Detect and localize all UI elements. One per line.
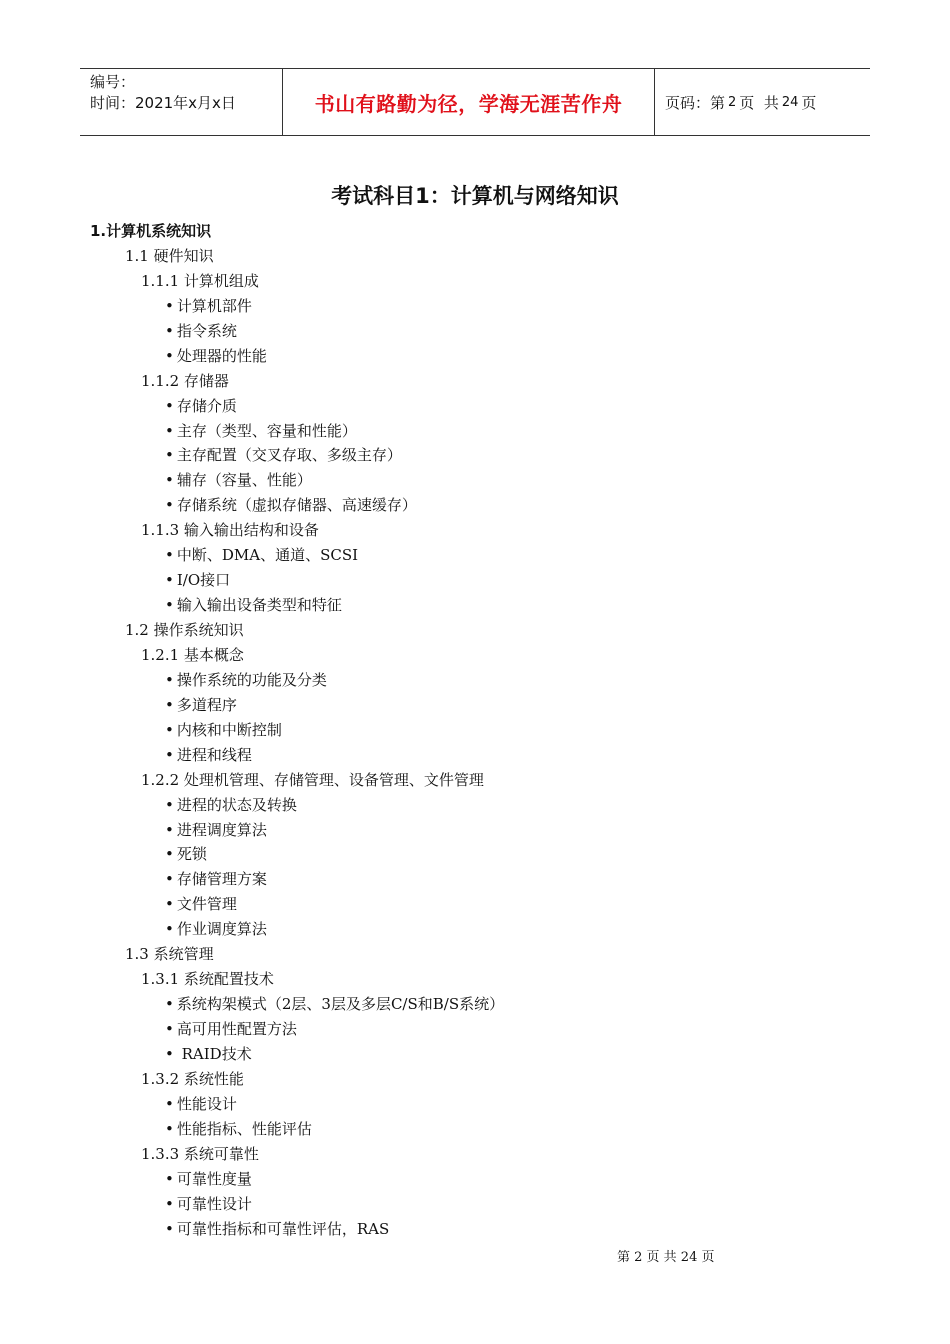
outline-bullet-item <box>0 793 950 818</box>
outline-heading <box>0 244 950 269</box>
outline-text: 1.3.2 系统性能 <box>141 1069 244 1088</box>
bullet-icon: • <box>165 571 174 590</box>
bullet-icon: • <box>165 396 174 415</box>
outline-bullet-item <box>0 992 950 1017</box>
outline-text: 可靠性度量 <box>176 1169 252 1188</box>
outline-bullet-item <box>0 1192 950 1217</box>
outline-text: 指令系统 <box>176 321 237 340</box>
outline-heading <box>0 942 950 967</box>
outline-text: 处理器的性能 <box>176 346 267 365</box>
bullet-icon: • <box>165 920 174 939</box>
page-header <box>80 68 870 136</box>
bullet-icon: • <box>165 720 174 739</box>
outline-text: 1.2 操作系统知识 <box>125 621 244 639</box>
bullet-icon: • <box>165 745 174 764</box>
outline-text: 辅存（容量、性能） <box>176 471 312 490</box>
outline-heading <box>0 967 950 992</box>
bullet-icon: • <box>165 1169 174 1188</box>
outline-heading <box>0 219 950 244</box>
outline-text: 性能指标、性能评估 <box>176 1119 312 1138</box>
page-footer: 第 2 页 共 24 页 <box>617 1250 715 1265</box>
outline-text: 进程的状态及转换 <box>176 795 297 814</box>
outline-bullet-item <box>0 668 950 693</box>
outline-bullet-item <box>0 568 950 593</box>
outline-bullet-item <box>0 842 950 867</box>
outline-text: 1.计算机系统知识 <box>90 222 212 240</box>
bullet-icon: • <box>165 1219 174 1238</box>
outline-text: 内核和中断控制 <box>176 720 282 739</box>
outline-text: 中断、DMA、通道、SCSI <box>176 546 359 565</box>
outline-heading <box>0 768 950 793</box>
outline-bullet-item <box>0 1017 950 1042</box>
outline-text: 可靠性指标和可靠性评估，RAS <box>176 1219 390 1238</box>
time-label: 时间：2021年x月x日 <box>90 94 236 112</box>
outline-bullet-item <box>0 543 950 568</box>
outline-heading <box>0 269 950 294</box>
outline-text: 系统构架模式（2层、3层及多层C/S和B/S系统） <box>176 995 505 1014</box>
outline-bullet-item <box>0 468 950 493</box>
outline-text: I/O接口 <box>176 571 231 590</box>
outline-text: 多道程序 <box>176 695 237 714</box>
bullet-icon: • <box>165 995 174 1014</box>
bullet-icon: • <box>165 446 174 465</box>
outline-bullet-item <box>0 818 950 843</box>
outline-text: 性能设计 <box>176 1094 237 1113</box>
outline-bullet-item <box>0 294 950 319</box>
bullet-icon: • <box>165 471 174 490</box>
outline-bullet-item <box>0 718 950 743</box>
outline-text: 操作系统的功能及分类 <box>176 670 327 689</box>
bullet-icon: • <box>165 820 174 839</box>
outline-bullet-item <box>0 743 950 768</box>
header-motto: 书山有路勤为径，学海无涯苦作舟 <box>314 91 623 116</box>
outline-text: 作业调度算法 <box>176 920 267 939</box>
outline-bullet-item <box>0 917 950 942</box>
outline-bullet-item <box>0 394 950 419</box>
outline-text: 文件管理 <box>176 895 237 914</box>
outline-heading <box>0 1067 950 1092</box>
bullet-icon: • <box>165 296 174 315</box>
bullet-icon: • <box>165 870 174 889</box>
outline-text: 进程和线程 <box>176 745 252 764</box>
outline-text: 存储系统（虚拟存储器、高速缓存） <box>176 496 417 515</box>
outline-heading <box>0 518 950 543</box>
outline-bullet-item <box>0 344 950 369</box>
outline-bullet-item <box>0 493 950 518</box>
bullet-icon: • <box>165 670 174 689</box>
page-title: 考试科目1：计算机与网络知识 <box>331 184 619 208</box>
outline-text: 1.3.3 系统可靠性 <box>141 1144 259 1163</box>
page-prefix: 页码：第 <box>665 93 726 112</box>
page-total: 24 <box>781 94 799 110</box>
outline-text: 1.1 硬件知识 <box>125 246 214 265</box>
outline-text: 1.3 系统管理 <box>125 945 214 964</box>
outline-bullet-item <box>0 419 950 444</box>
outline-text: 计算机部件 <box>176 296 252 315</box>
bullet-icon: • <box>165 421 174 440</box>
outline-text: 1.1.2 存储器 <box>141 371 229 390</box>
bullet-icon: • <box>165 1020 174 1038</box>
outline-bullet-item <box>0 443 950 468</box>
outline-bullet-item <box>0 1217 950 1242</box>
header-meta <box>80 69 282 135</box>
bullet-icon: • <box>165 596 174 615</box>
outline-text: 1.1.1 计算机组成 <box>141 271 259 290</box>
outline-bullet-item <box>0 1117 950 1142</box>
outline-bullet-item <box>0 1167 950 1192</box>
outline-text: 存储介质 <box>176 396 237 415</box>
bullet-icon: • <box>165 1044 174 1063</box>
bullet-icon: • <box>165 845 174 864</box>
bullet-icon: • <box>165 321 174 340</box>
bullet-icon: • <box>165 1094 174 1113</box>
outline-heading <box>0 643 950 668</box>
bullet-icon: • <box>165 1194 174 1213</box>
outline-bullet-item <box>0 593 950 618</box>
outline-text: 输入输出设备类型和特征 <box>176 596 342 615</box>
outline-bullet-item <box>0 693 950 718</box>
outline-bullet-item <box>0 1092 950 1117</box>
outline-text: 主存（类型、容量和性能） <box>176 421 357 440</box>
bullet-icon: • <box>165 346 174 365</box>
bullet-icon: • <box>165 496 174 515</box>
page-mid: 页 共 <box>739 93 779 112</box>
outline-bullet-item <box>0 867 950 892</box>
outline-text: 1.2.2 处理机管理、存储管理、设备管理、文件管理 <box>141 770 484 789</box>
header-page-info <box>655 69 870 135</box>
outline-text: 进程调度算法 <box>176 820 267 839</box>
outline-bullet-item <box>0 319 950 344</box>
page-suffix: 页 <box>801 93 817 112</box>
outline-heading <box>0 618 950 643</box>
syllabus-outline <box>0 219 950 1241</box>
outline-text: RAID技术 <box>176 1044 252 1063</box>
outline-text: 1.3.1 系统配置技术 <box>141 970 274 989</box>
outline-heading <box>0 369 950 394</box>
bullet-icon: • <box>165 895 174 914</box>
outline-bullet-item <box>0 892 950 917</box>
outline-bullet-item <box>0 1042 950 1067</box>
page-current: 2 <box>728 94 737 110</box>
bullet-icon: • <box>165 795 174 814</box>
outline-text: 1.2.1 基本概念 <box>141 645 244 664</box>
outline-text: 主存配置（交叉存取、多级主存） <box>176 446 402 465</box>
header-motto-cell <box>282 69 655 135</box>
number-label: 编号： <box>90 73 136 91</box>
outline-text: 1.1.3 输入输出结构和设备 <box>141 521 319 540</box>
outline-text: 可靠性设计 <box>176 1194 252 1213</box>
outline-heading <box>0 1142 950 1167</box>
outline-text: 高可用性配置方法 <box>176 1020 297 1038</box>
bullet-icon: • <box>165 1119 174 1138</box>
outline-text: 存储管理方案 <box>176 870 267 889</box>
bullet-icon: • <box>165 546 174 565</box>
bullet-icon: • <box>165 695 174 714</box>
outline-text: 死锁 <box>176 845 207 864</box>
